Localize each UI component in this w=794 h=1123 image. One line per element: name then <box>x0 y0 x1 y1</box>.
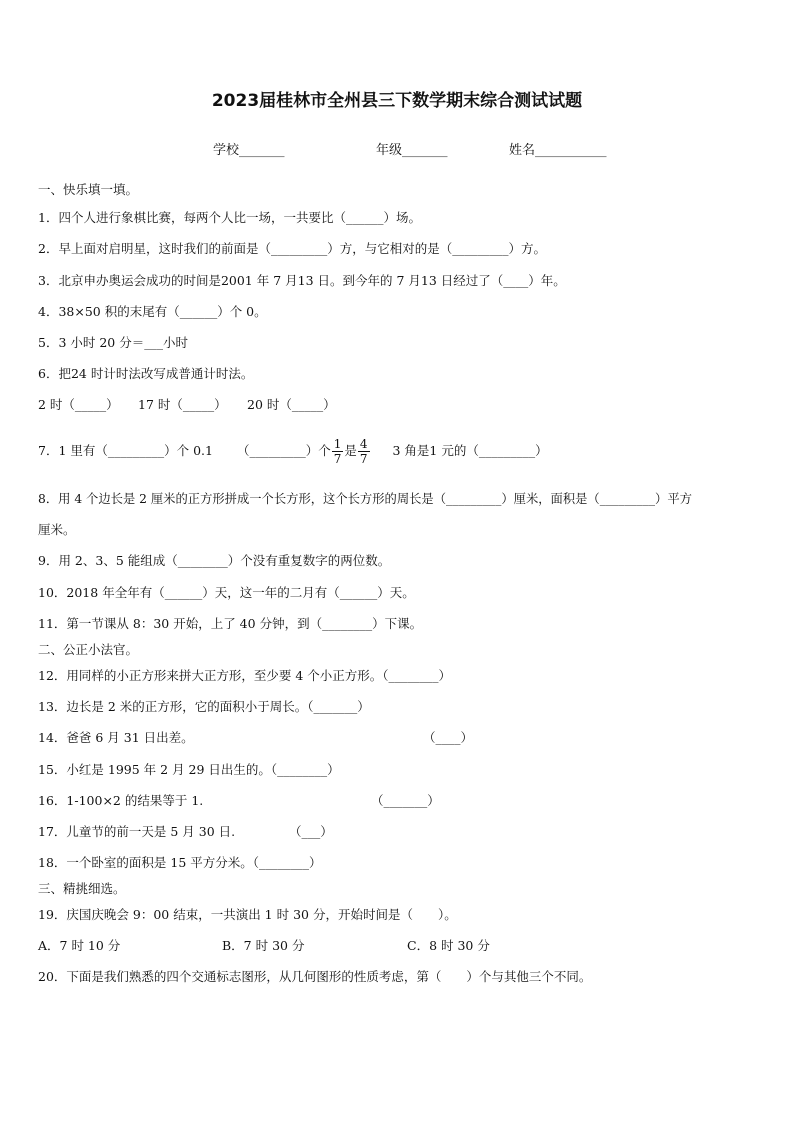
question-7-part1: 7．1 里有（_________）个 0.1 <box>38 443 213 458</box>
question-19-option-b: B．7 时 30 分 <box>222 938 305 953</box>
section-heading-2: 二、公正小法官。 <box>38 642 139 657</box>
fraction-four-sevenths: $\frac{4}{7}$ <box>359 437 368 466</box>
question-3: 3．北京申办奥运会成功的时间是2001 年 7 月13 日。到今年的 7 月13 日经过了（____）年。 <box>38 273 566 288</box>
section-heading-1: 一、快乐填一填。 <box>38 182 139 197</box>
question-10: 10．2018 年全年有（______）天，这一年的二月有（______）天。 <box>38 585 415 600</box>
grade-field: 年级_______ <box>376 143 448 158</box>
question-19: 19．庆国庆晚会 9：00 结束，一共演出 1 时 30 分，开始时间是（ ）。 <box>38 907 457 922</box>
question-6-item-a: 2 时（_____） <box>38 397 119 412</box>
section-heading-3: 三、精挑细选。 <box>38 881 126 896</box>
question-16-blank: （_______） <box>371 793 440 808</box>
question-8-line-1: 8．用 4 个边长是 2 厘米的正方形拼成一个长方形，这个长方形的周长是（_________）厘米，面积是（_________）平方 <box>38 492 692 506</box>
question-15: 15．小红是 1995 年 2 月 29 日出生的。（________） <box>38 762 340 777</box>
question-14-blank: （____） <box>423 730 474 745</box>
page-title: 2023届桂林市全州县三下数学期末综合测试试题 <box>211 91 583 111</box>
question-6-item-c: 20 时（_____） <box>247 397 336 412</box>
question-16: 16．1-100×2 的结果等于 1. <box>38 793 204 808</box>
question-17: 17．儿童节的前一天是 5 月 30 日. <box>38 824 236 839</box>
question-2: 2．早上面对启明星，这时我们的前面是（_________）方，与它相对的是（_________）方。 <box>38 241 546 256</box>
question-20: 20．下面是我们熟悉的四个交通标志图形，从几何图形的性质考虑，第（ ）个与其他三个不同。 <box>38 969 592 984</box>
school-field: 学校_______ <box>213 143 285 158</box>
question-9: 9．用 2、3、5 能组成（________）个没有重复数字的两位数。 <box>38 553 391 568</box>
question-19-option-a: A．7 时 10 分 <box>38 938 121 953</box>
question-7-part2: （_________）个 <box>236 443 331 458</box>
question-7 <box>38 431 548 471</box>
question-11: 11．第一节课从 8：30 开始，上了 40 分钟，到（________）下课。 <box>38 616 423 631</box>
question-19-option-c: C．8 时 30 分 <box>407 938 490 953</box>
question-1: 1．四个人进行象棋比赛，每两个人比一场，一共要比（______）场。 <box>38 210 421 225</box>
question-7-is: 是 <box>344 443 357 458</box>
question-17-blank: （___） <box>289 824 333 839</box>
question-12: 12．用同样的小正方形来拼大正方形，至少要 4 个小正方形。（________） <box>38 668 452 683</box>
question-7-part3: 3 角是1 元的（_________） <box>392 443 548 458</box>
name-field: 姓名___________ <box>509 143 607 158</box>
question-14: 14．爸爸 6 月 31 日出差。 <box>38 730 194 745</box>
question-6: 6．把24 时计时法改写成普通计时法。 <box>38 366 254 381</box>
question-18: 18．一个卧室的面积是 15 平方分米。（________） <box>38 855 322 870</box>
question-5: 5．3 小时 20 分＝___小时 <box>38 335 188 350</box>
question-6-item-b: 17 时（_____） <box>138 397 227 412</box>
fraction-one-seventh: $\frac{1}{7}$ <box>333 437 342 466</box>
question-4: 4．38×50 积的末尾有（______）个 0。 <box>38 304 267 319</box>
question-13: 13．边长是 2 米的正方形，它的面积小于周长。（_______） <box>38 699 370 714</box>
question-8-line-2: 厘米。 <box>38 522 76 537</box>
